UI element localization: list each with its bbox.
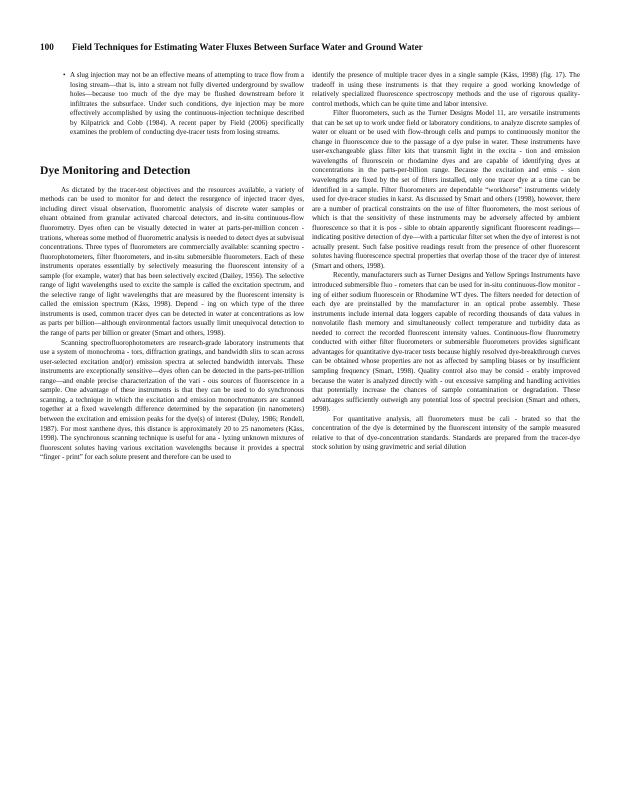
- paragraph-filter-fluorometers: Filter fluorometers, such as the Turner Designs Model 11, are versatile instruments that can be set up to work under field or laboratory conditions, to analyze discrete samples of water or eluant or be used with flow-through cells and pumps to continuously monitor the change in fluorescence due to the passage of a dye pulse in water. These instruments have user-exchangeable glass filter kits that transmit light in the excita - tion and emission wavelengths of fluorescein or rhodamine dyes and are capable of identifying dyes at concentrations in the parts-per-billion range. Because the excitation and emis - sion wavelengths are fixed by the set of filters installed, only one tracer dye at a time can be identified in a sample. Filter fluorometers are dependable “workhorse” instruments widely used for dye-tracer studies in karst. As discussed by Smart and others (1998), however, there are a number of practical constraints on the use of filter fluorometers, the most serious of which is that the sensitivity of these instruments may be adversely affected by ambient fluorescence so that it is pos - sible to obtain apparently significant fluorescent readings—indicating positive detection of dye—with a particular filter set when the dye of interest is not actually present. Such false positive readings result from the presence of other fluorescent solutes having fluorescence spectral properties that overlap those of the tracer dye of interest (Smart and others, 1998).: [312, 109, 580, 270]
- paragraph-dye-detection-methods: As dictated by the tracer-test objectives and the resources available, a variety of methods can be used to monitor for and detect the resurgence of injected tracer dyes, including direct visual observation, fluorometric analysis of discrete water samples or eluant obtained from granular activated charcoal detectors, and in-situ continuous-flow fluorometry. Dyes often can be visually detected in water at parts-per-million concen - trations, whereas some method of fluorometric analysis is needed to detect dyes at subvisual concentrations. Three types of fluorometers are commercially available: scanning spectro - fluorophotometers, filter fluorometers, and in-situ submersible fluorometers. Each of these instruments operates essentially by selectively measuring the fluorescent intensity of a sample (for example, water) that has been selectively excited (Dailey, 1956). The selective range of light wavelengths used to excite the sample is called the excitation spectrum, and the selective range of light wavelengths that are measured by the fluorescent intensity is called the emission spectrum (Käss, 1998). Depend - ing on which type of the three instruments is used, common tracer dyes can be detected in water at concentrations as low as parts per billion—although environmental factors usually limit unequivocal detection to the range of parts per billion or greater (Smart and others, 1998).: [40, 185, 304, 338]
- paragraph-continuation: identify the presence of multiple tracer dyes in a single sample (Käss, 1998) (fig. 17). The tradeoff in using these instruments is that they require a good working knowledge of relatively specialized fluorescence spectroscopy methods and the use of rigorous quality-control methods, which can be quite time and labor intensive.: [312, 71, 580, 108]
- bullet-item: [40, 71, 304, 138]
- right-column: [312, 71, 580, 453]
- bullet-text: A slug injection may not be an effective means of attempting to trace flow from a losing stream—that is, into a stream not fully diverted underground by swallow holes—because too much of the dye may be flushed downstream before it infiltrates the subsurface. Under such conditions, dye injection may be more effectively accomplished by using the continuous-injection technique described by Kilpatrick and Cobb (1984). A recent paper by Field (2006) specifically examines the problem of conducting dye-tracer tests from losing streams.: [70, 71, 304, 137]
- paragraph-submersible-fluorometers: Recently, manufacturers such as Turner Designs and Yellow Springs Instruments have introduced submersible fluo - rometers that can be used for in-situ continuous-flow monitor - ing of either sodium fluorescein or Rhodamine WT dyes. The filters needed for detection of each dye are preinstalled by the manufacturer in an optical probe assembly. These instruments include internal data loggers capable of recording thousands of data values in nonvolatile flash memory and simultaneously collect temperature and turbidity data as needed to correct the recorded fluorescent intensity values. Continuous-flow fluorometry conducted with either filter fluorometers or submersible fluorometers provides significant advantages for quantitative dye-tracer tests because highly resolved dye-breakthrough curves can be obtained whose properties are not as affected by sampling biases or by insufficient sampling frequency (Smart, 1998). Quality control also may be consid - erably improved because the water is analyzed directly with - out excessive sampling and handling activities that potentially increase the chances of sample contamination or degradation. These advantages sufficiently outweigh any potential loss of spectral precision (Smart and others, 1998).: [312, 271, 580, 414]
- running-title: Field Techniques for Estimating Water Fluxes Between Surface Water and Ground Water: [72, 42, 423, 52]
- running-header: [40, 41, 580, 53]
- paragraph-calibration: For quantitative analysis, all fluorometers must be cali - brated so that the concentration of the dye is determined by the fluorescent intensity of the sample measured relative to that of dye-concentration standards. Standards are prepared from the tracer-dye stock solution by using gravimetric and serial dilution: [312, 414, 580, 452]
- left-column: [40, 71, 304, 463]
- bullet-symbol: •: [63, 71, 66, 79]
- paragraph-scanning-spectrofluorophotometers: Scanning spectrofluorophotometers are research-grade laboratory instruments that use a system of monochroma - tors, diffraction gratings, and bandwidth slits to scan across user-selected excitation and(or) emission spectra at selected bandwidth intervals. These instruments are exceptionally sensitive—dyes often can be detected in the parts-per-trillion range—and enable precise characterization of the vari - ous sources of fluorescence in a sample. One advantage of these instruments is that they can be used to do synchronous scanning, a technique in which the excitation and emission monochromators are scanned together at a fixed wavelength difference determined by the separation (in nanometers) between the excitation and emission peaks for the dye(s) of interest (Duley, 1986; Rendell, 1987). For most xanthene dyes, this distance is approximately 20 to 25 nanometers (Käss, 1998). The synchronous scanning technique is useful for ana - lyzing unknown mixtures of fluorescent solutes having various excitation wavelengths because it provides a spectral “finger - print” for each solute present and therefore can be used to: [40, 338, 304, 462]
- section-heading: Dye Monitoring and Detection: [40, 163, 191, 177]
- page-number: 100: [40, 42, 54, 52]
